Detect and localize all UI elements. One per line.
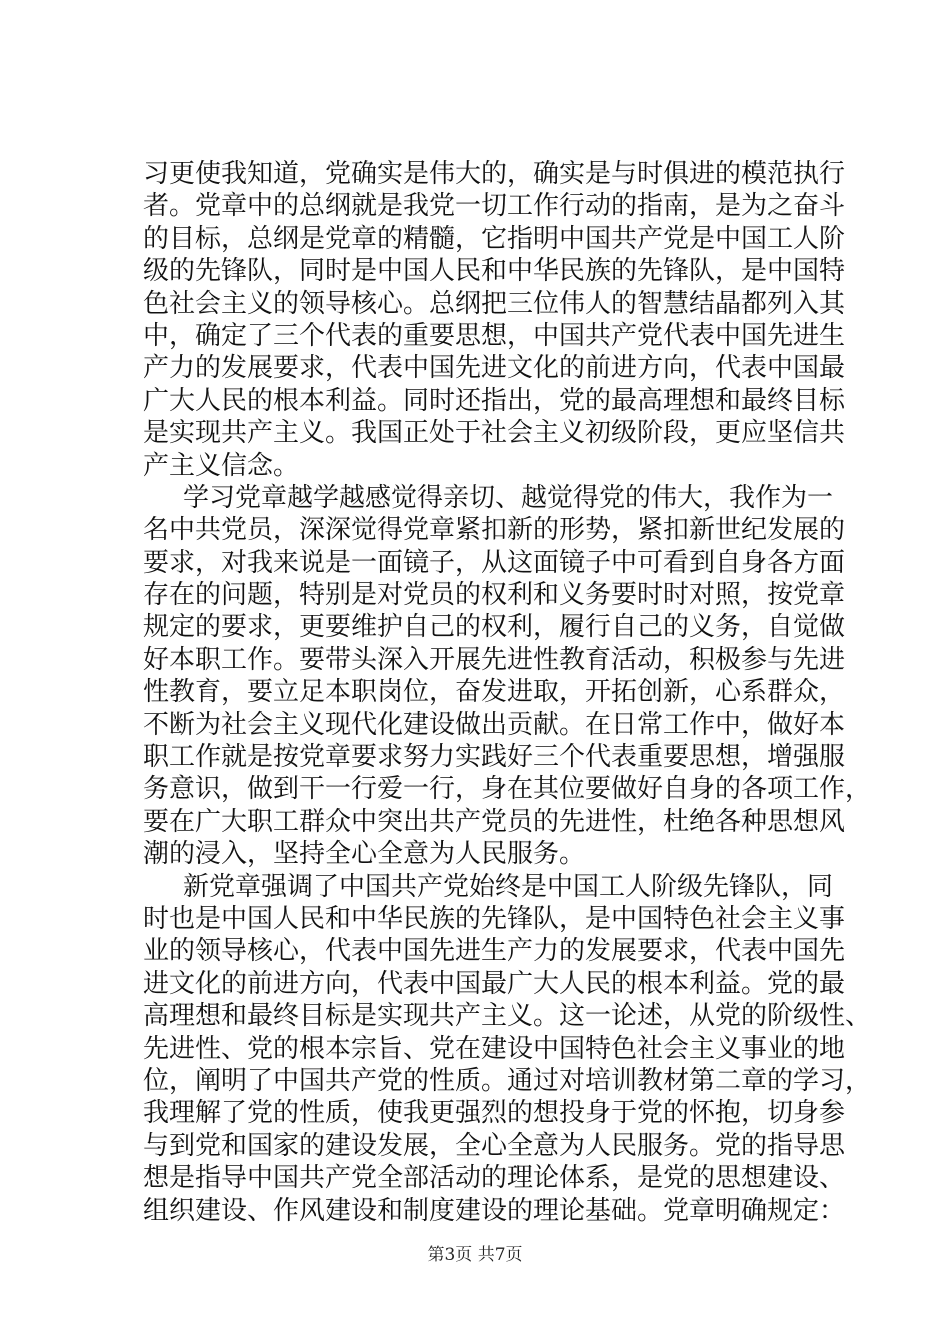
text-line: 不断为社会主义现代化建设做出贡献。在日常工作中，做好本 [143,709,846,740]
text-line: 职工作就是按党章要求努力实践好三个代表重要思想，增强服 [143,742,846,773]
text-line: 性教育，要立足本职岗位，奋发进取，开拓创新，心系群众， [143,677,846,708]
text-line: 是实现共产主义。我国正处于社会主义初级阶段，更应坚信共 [143,418,846,449]
text-line: 我理解了党的性质，使我更强烈的想投身于党的怀抱，切身参 [143,1098,846,1129]
paragraph [143,158,846,482]
text-line: 色社会主义的领导核心。总纲把三位伟人的智慧结晶都列入其 [143,288,846,319]
text-line: 的目标，总纲是党章的精髓，它指明中国共产党是中国工人阶 [143,223,846,254]
document-body [143,158,872,1227]
text-line: 好本职工作。要带头深入开展先进性教育活动，积极参与先进 [143,644,846,675]
text-line: 产主义信念。 [143,450,300,481]
text-line: 习更使我知道，党确实是伟大的，确实是与时俱进的模范执行 [143,159,846,189]
text-line: 务意识，做到干一行爱一行，身在其位要做好自身的各项工作， [143,774,872,805]
text-line: 学习党章越学越感觉得亲切、越觉得党的伟大，我作为一 [183,482,834,513]
text-line: 先进性、党的根本宗旨、党在建设中国特色社会主义事业的地 [143,1033,846,1064]
text-line: 级的先锋队，同时是中国人民和中华民族的先锋队，是中国特 [143,256,846,287]
paragraph [143,482,872,871]
text-line: 想是指导中国共产党全部活动的理论体系，是党的思想建设、 [143,1163,846,1194]
paragraph [143,871,872,1227]
text-line: 名中共党员，深深觉得党章紧扣新的形势，紧扣新世纪发展的 [143,515,846,546]
text-line: 进文化的前进方向，代表中国最广大人民的根本利益。党的最 [143,968,846,999]
text-line: 位，阐明了中国共产党的性质。通过对培训教材第二章的学习， [143,1065,872,1096]
page-footer: 第3页 共7页 [427,1245,523,1265]
text-line: 业的领导核心，代表中国先进生产力的发展要求，代表中国先 [143,936,846,967]
text-line: 潮的浸入，坚持全心全意为人民服务。 [143,839,586,870]
text-line: 中，确定了三个代表的重要思想，中国共产党代表中国先进生 [143,320,846,351]
text-line: 组织建设、作风建设和制度建设的理论基础。党章明确规定： [143,1195,846,1226]
text-line: 要在广大职工群众中突出共产党员的先进性，杜绝各种思想风 [143,806,846,837]
text-line: 高理想和最终目标是实现共产主义。这一论述，从党的阶级性、 [143,1001,872,1032]
text-line: 要求，对我来说是一面镜子，从这面镜子中可看到自身各方面 [143,547,846,578]
text-line: 广大人民的根本利益。同时还指出，党的最高理想和最终目标 [143,385,846,416]
text-line: 规定的要求，更要维护自己的权利，履行自己的义务，自觉做 [143,612,846,643]
text-line: 与到党和国家的建设发展，全心全意为人民服务。党的指导思 [143,1130,846,1161]
text-line: 时也是中国人民和中华民族的先锋队，是中国特色社会主义事 [143,903,846,934]
text-line: 新党章强调了中国共产党始终是中国工人阶级先锋队，同 [183,871,834,902]
text-line: 产力的发展要求，代表中国先进文化的前进方向，代表中国最 [143,353,846,384]
text-line: 存在的问题，特别是对党员的权利和义务要时时对照，按党章 [143,580,846,611]
text-line: 者。党章中的总纲就是我党一切工作行动的指南，是为之奋斗 [143,191,846,222]
